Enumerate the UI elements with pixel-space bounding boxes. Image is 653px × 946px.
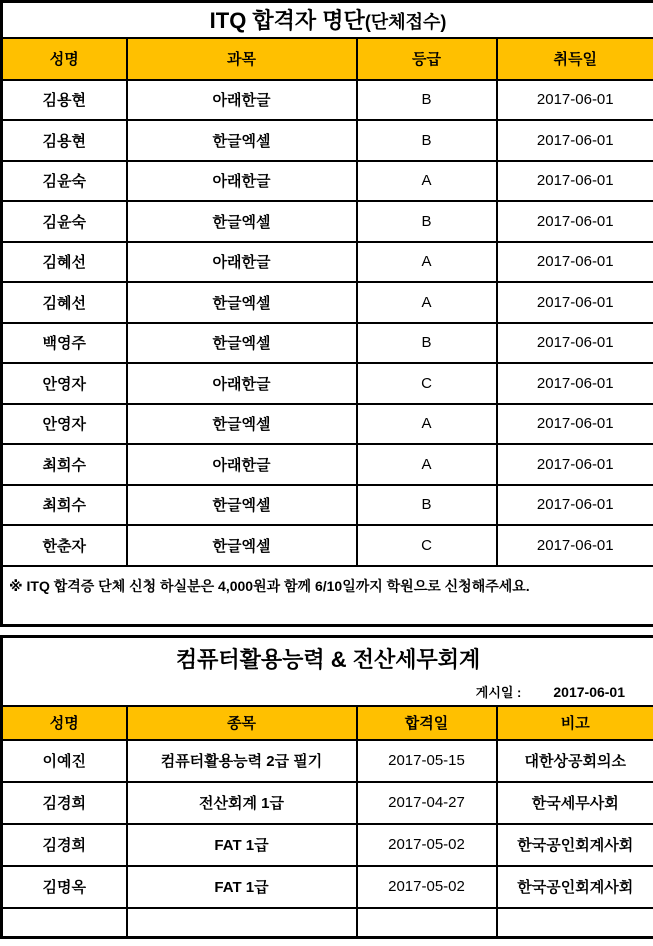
- table-row: [2, 866, 653, 908]
- cell-subject: 한글엑셀: [127, 485, 357, 526]
- posted-date-value: 2017-06-01: [553, 684, 626, 700]
- cell-name: 김윤숙: [2, 201, 127, 242]
- table-row: [2, 485, 653, 526]
- cell-name: 안영자: [2, 404, 127, 445]
- cell-name: 한춘자: [2, 525, 127, 566]
- itq-title-row: [2, 2, 653, 38]
- cell-subject: 한글엑셀: [127, 282, 357, 323]
- cert-title-row: [2, 637, 653, 679]
- cell-grade: B: [357, 201, 497, 242]
- cell-grade: C: [357, 525, 497, 566]
- cert-header-row: [2, 706, 653, 740]
- cell-name: 안영자: [2, 363, 127, 404]
- itq-table-title: [2, 2, 653, 38]
- cell-subject: 아래한글: [127, 242, 357, 283]
- cert-header-passdate: 합격일: [357, 706, 497, 740]
- empty-cell: [497, 908, 653, 938]
- cell-grade: B: [357, 120, 497, 161]
- cert-posted-cell: [2, 679, 653, 706]
- cell-date: 2017-06-01: [497, 485, 653, 526]
- cell-subject: 아래한글: [127, 161, 357, 202]
- empty-cell: [2, 908, 127, 938]
- cell-subject: 아래한글: [127, 363, 357, 404]
- itq-title-text: ITQ 합격자 명단: [209, 8, 365, 34]
- cell-passdate: 2017-05-15: [357, 740, 497, 782]
- cell-date: 2017-06-01: [497, 404, 653, 445]
- cell-grade: A: [357, 404, 497, 445]
- itq-note-row: [2, 566, 653, 626]
- cell-date: 2017-06-01: [497, 323, 653, 364]
- cell-name: 김경희: [2, 824, 127, 866]
- cell-date: 2017-06-01: [497, 161, 653, 202]
- table-row: [2, 824, 653, 866]
- cell-org: 한국공인회계사회: [497, 824, 653, 866]
- cell-name: 김경희: [2, 782, 127, 824]
- itq-header-row: [2, 38, 653, 80]
- table-row: [2, 282, 653, 323]
- cell-grade: A: [357, 444, 497, 485]
- cert-table-title: 컴퓨터활용능력 & 전산세무회계: [175, 646, 481, 672]
- empty-row: [2, 908, 653, 938]
- cell-name: 최희수: [2, 444, 127, 485]
- cell-date: 2017-06-01: [497, 242, 653, 283]
- cell-grade: B: [357, 485, 497, 526]
- cell-date: 2017-06-01: [497, 80, 653, 121]
- table-row: [2, 161, 653, 202]
- cell-grade: B: [357, 323, 497, 364]
- cell-subject: 컴퓨터활용능력 2급 필기: [127, 740, 357, 782]
- empty-cell: [127, 908, 357, 938]
- cell-name: 이예진: [2, 740, 127, 782]
- cell-subject: FAT 1급: [127, 866, 357, 908]
- table-row: [2, 242, 653, 283]
- itq-title-suffix: (단체접수): [364, 12, 447, 33]
- cell-subject: 아래한글: [127, 444, 357, 485]
- cell-org: 한국공인회계사회: [497, 866, 653, 908]
- cell-name: 김명옥: [2, 866, 127, 908]
- cell-grade: A: [357, 161, 497, 202]
- cell-passdate: 2017-04-27: [357, 782, 497, 824]
- table-row: [2, 444, 653, 485]
- table-row: [2, 323, 653, 364]
- cell-subject: 한글엑셀: [127, 323, 357, 364]
- cell-org: 대한상공회의소: [497, 740, 653, 782]
- cell-date: 2017-06-01: [497, 120, 653, 161]
- cell-grade: A: [357, 242, 497, 283]
- cell-name: 김윤숙: [2, 161, 127, 202]
- cert-header-note: 비고: [497, 706, 653, 740]
- cell-passdate: 2017-05-02: [357, 824, 497, 866]
- table-row: [2, 201, 653, 242]
- cell-name: 김용현: [2, 120, 127, 161]
- itq-header-date: 취득일: [497, 38, 653, 80]
- posted-date-label: 게시일 :: [475, 685, 522, 700]
- cell-subject: 한글엑셀: [127, 404, 357, 445]
- itq-header-subject: 과목: [127, 38, 357, 80]
- certification-table: [0, 635, 653, 939]
- cell-subject: 한글엑셀: [127, 120, 357, 161]
- cell-name: 백영주: [2, 323, 127, 364]
- table-row: [2, 525, 653, 566]
- cell-passdate: 2017-05-02: [357, 866, 497, 908]
- table-row: [2, 80, 653, 121]
- cell-date: 2017-06-01: [497, 444, 653, 485]
- cell-org: 한국세무사회: [497, 782, 653, 824]
- cell-grade: B: [357, 80, 497, 121]
- cell-grade: A: [357, 282, 497, 323]
- cert-header-name: 성명: [2, 706, 127, 740]
- cell-name: 최희수: [2, 485, 127, 526]
- table-row: [2, 740, 653, 782]
- table-row: [2, 782, 653, 824]
- cell-date: 2017-06-01: [497, 282, 653, 323]
- empty-cell: [357, 908, 497, 938]
- cell-subject: 한글엑셀: [127, 525, 357, 566]
- section-divider-gap: [0, 627, 653, 635]
- cell-name: 김용현: [2, 80, 127, 121]
- cell-name: 김혜선: [2, 242, 127, 283]
- cell-subject: 아래한글: [127, 80, 357, 121]
- cell-date: 2017-06-01: [497, 525, 653, 566]
- itq-header-name: 성명: [2, 38, 127, 80]
- cell-name: 김혜선: [2, 282, 127, 323]
- cell-date: 2017-06-01: [497, 363, 653, 404]
- table-row: [2, 120, 653, 161]
- cert-posted-row: [2, 679, 653, 706]
- table-row: [2, 363, 653, 404]
- cell-subject: FAT 1급: [127, 824, 357, 866]
- cell-subject: 전산회계 1급: [127, 782, 357, 824]
- table-row: [2, 404, 653, 445]
- itq-note: ※ ITQ 합격증 단체 신청 하실분은 4,000원과 함께 6/10일까지 학원으로 신청해주세요.: [2, 566, 653, 626]
- cell-grade: C: [357, 363, 497, 404]
- itq-header-grade: 등급: [357, 38, 497, 80]
- cert-header-subject: 종목: [127, 706, 357, 740]
- cell-date: 2017-06-01: [497, 201, 653, 242]
- cell-subject: 한글엑셀: [127, 201, 357, 242]
